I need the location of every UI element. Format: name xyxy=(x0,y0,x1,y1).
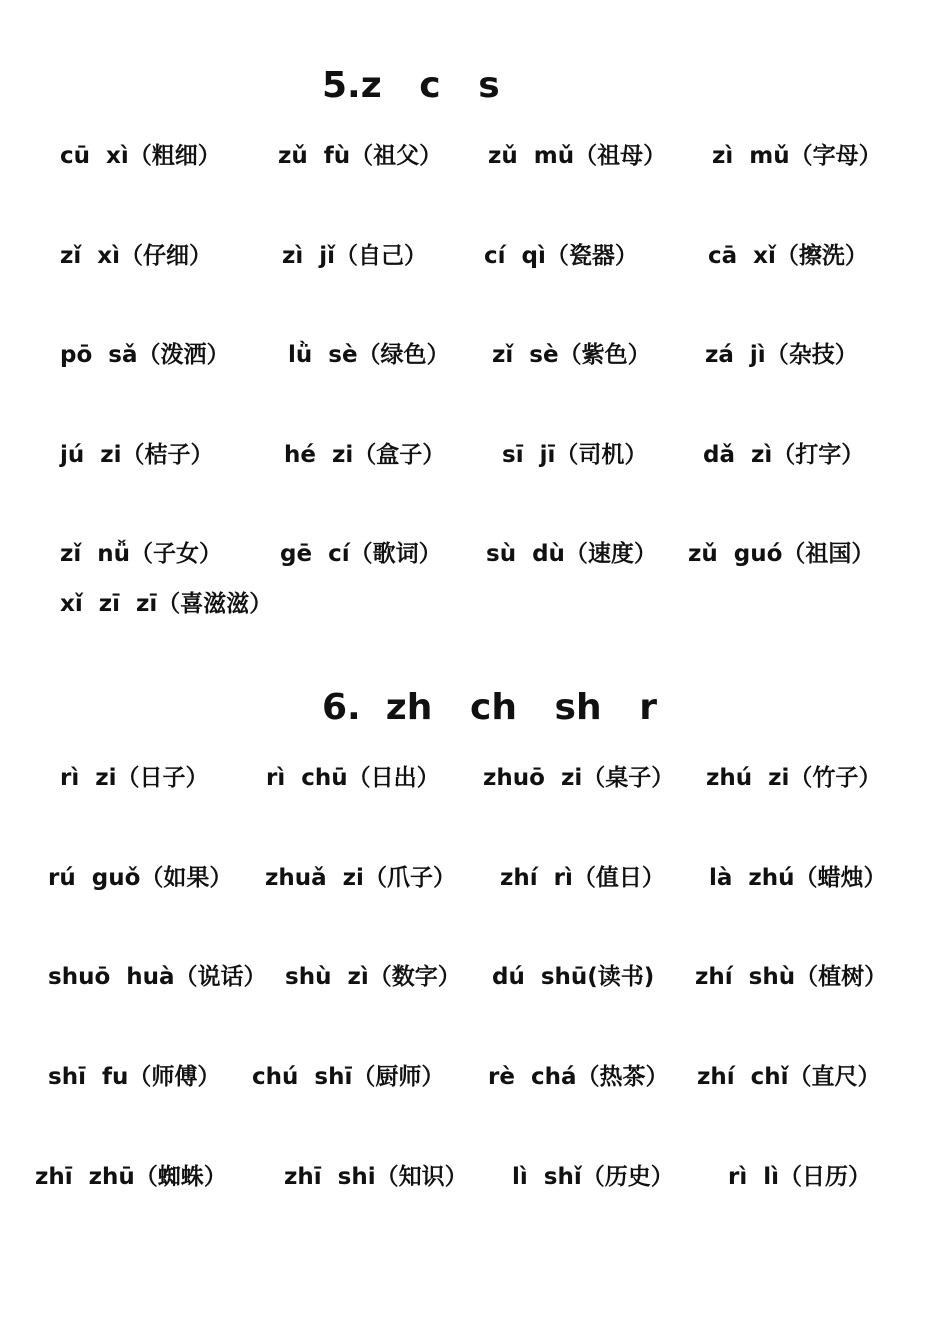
word-item: zǔ fù（祖父） xyxy=(278,143,443,169)
word-item: zǐ sè（紫色） xyxy=(492,342,651,368)
section-5-title: 5.z c s xyxy=(322,65,500,106)
word-item: shī fu（师傅） xyxy=(48,1064,221,1090)
word-item: cí qì（瓷器） xyxy=(484,243,638,269)
section-6-title: 6. zh ch sh r xyxy=(322,687,657,728)
word-item: zhí chǐ（直尺） xyxy=(697,1064,881,1090)
word-item: zì mǔ（字母） xyxy=(712,143,882,169)
word-item: zhí rì（值日） xyxy=(500,865,665,891)
word-item: sù dù（速度） xyxy=(486,541,657,567)
word-item: zhí shù（植树） xyxy=(695,964,888,990)
word-item: shuō huà（说话） xyxy=(48,964,267,990)
word-item: zǔ mǔ（祖母） xyxy=(488,143,667,169)
word-item: là zhú（蜡烛） xyxy=(709,865,887,891)
word-item: chú shī（厨师） xyxy=(252,1064,445,1090)
word-item: lì shǐ（历史） xyxy=(512,1164,674,1190)
word-item: zhú zi（竹子） xyxy=(706,765,882,791)
word-item: pō sǎ（泼洒） xyxy=(60,342,230,368)
word-item: hé zi（盒子） xyxy=(284,442,446,468)
word-item: cā xǐ（擦洗） xyxy=(708,243,868,269)
word-item: zì jǐ（自己） xyxy=(282,243,428,269)
word-item: gē cí（歌词） xyxy=(280,541,442,567)
word-item: zǔ guó（祖国） xyxy=(688,541,875,567)
word-item: lǜ sè（绿色） xyxy=(288,342,450,368)
word-item: zhuǎ zi（爪子） xyxy=(265,865,456,891)
word-item: rì chū（日出） xyxy=(266,765,440,791)
word-item: dú shū(读书) xyxy=(492,964,655,990)
word-item: dǎ zì（打字） xyxy=(703,442,865,468)
word-item: jú zi（桔子） xyxy=(60,442,214,468)
word-item: zá jì（杂技） xyxy=(705,342,858,368)
word-item: zhī shi（知识） xyxy=(284,1164,468,1190)
word-item: rè chá（热茶） xyxy=(488,1064,669,1090)
word-item: shù zì（数字） xyxy=(285,964,461,990)
word-item: zǐ xì（仔细） xyxy=(60,243,213,269)
word-item: zhuō zi（桌子） xyxy=(483,765,675,791)
word-item: zǐ nǚ（子女） xyxy=(60,541,223,567)
word-item: cū xì（粗细） xyxy=(60,143,221,169)
word-item: rì lì（日历） xyxy=(728,1164,872,1190)
word-item: rì zi（日子） xyxy=(60,765,209,791)
word-item-extra: xǐ zī zī（喜滋滋） xyxy=(60,591,273,617)
word-item: zhī zhū（蜘蛛） xyxy=(35,1164,227,1190)
word-item: rú guǒ（如果） xyxy=(48,865,233,891)
word-item: sī jī（司机） xyxy=(502,442,648,468)
